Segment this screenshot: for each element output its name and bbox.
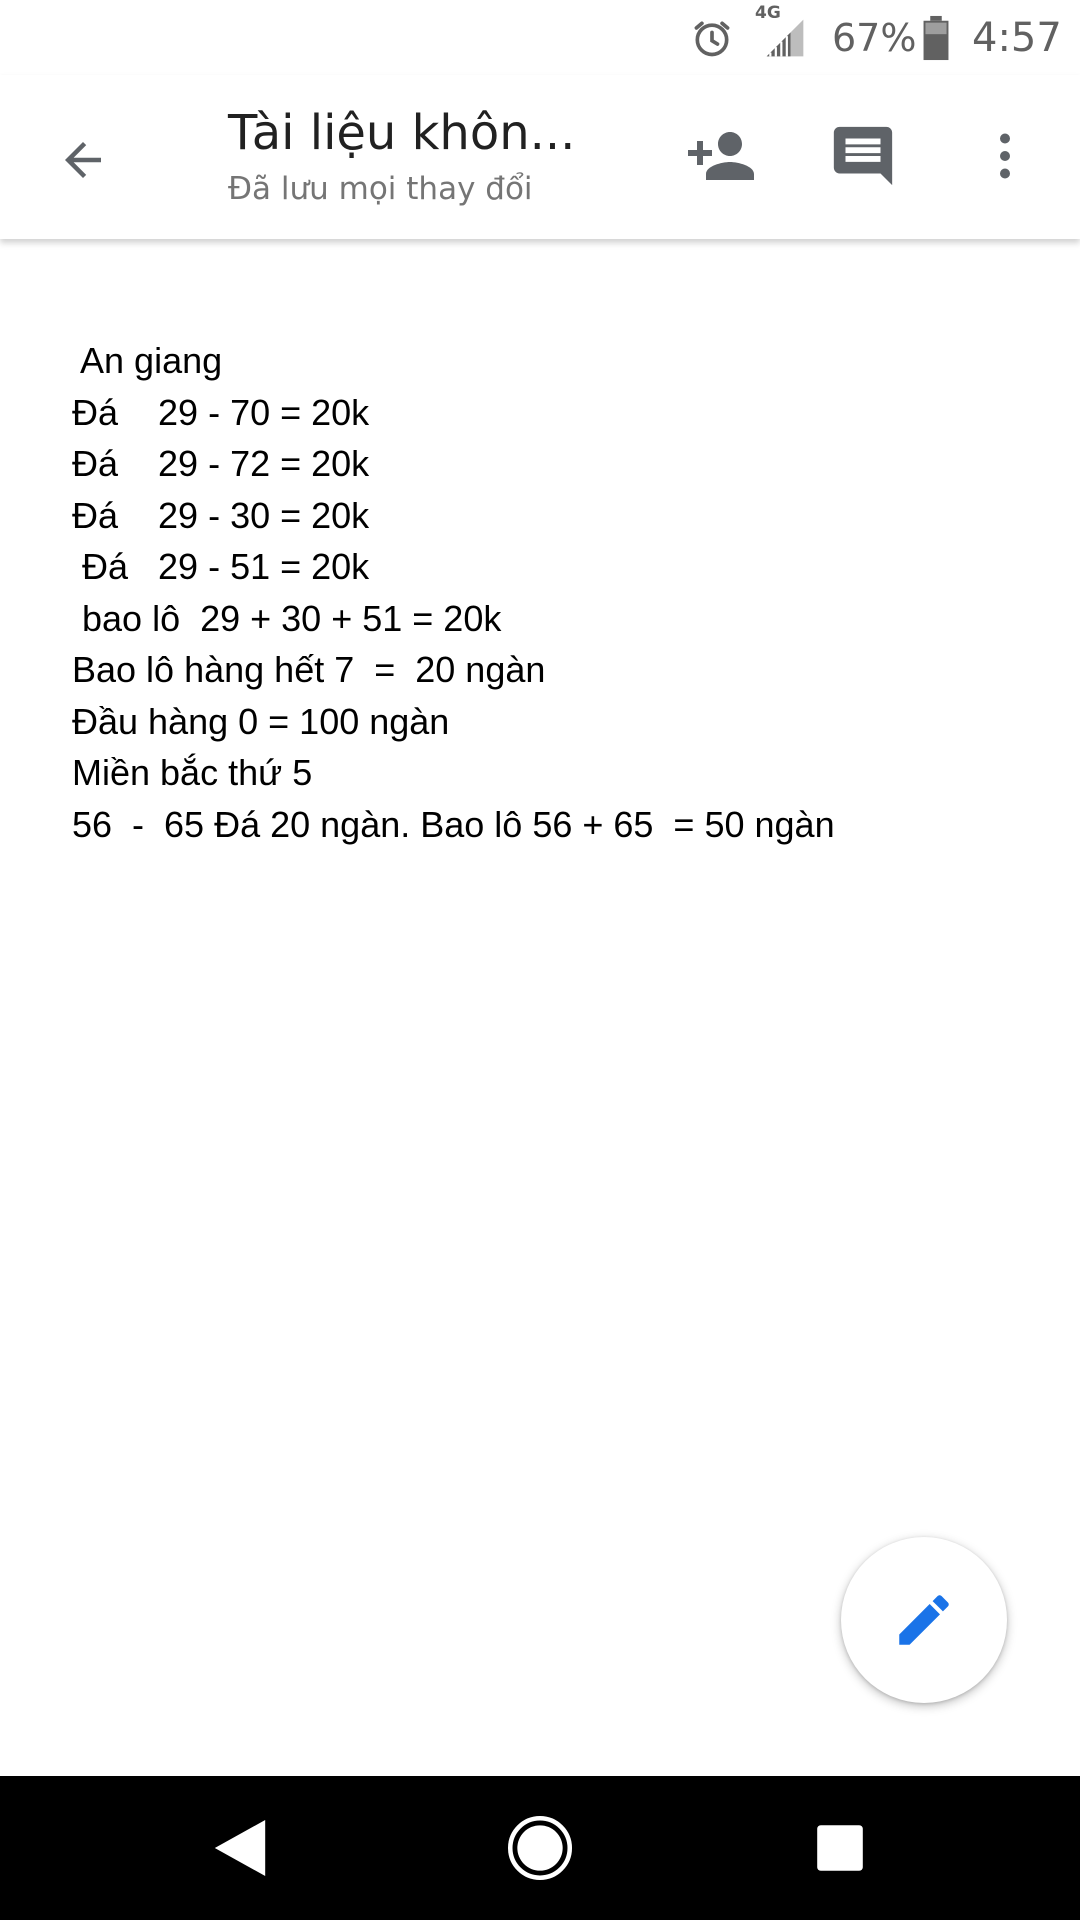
document-line: Đá 29 - 51 = 20k [72,546,370,587]
comment-icon [828,121,898,191]
document-line: bao lô 29 + 30 + 51 = 20k [72,597,502,639]
edit-pencil-icon [891,1587,957,1653]
clock: 4:57 [972,14,1062,61]
document-title: Tài liệu khôn... [228,105,576,161]
save-status: Đã lưu mọi thay đổi [228,171,533,207]
battery-percent: 67% [832,15,917,60]
nav-home-icon [506,1814,574,1882]
more-vert-icon [975,126,1035,186]
comment-button[interactable] [818,111,908,201]
battery-icon [922,0,952,75]
app-bar [0,75,1080,239]
title-block[interactable] [228,103,628,211]
document-line: Đá 29 - 30 = 20k [72,494,370,536]
document-line: An giang [72,340,223,381]
nav-recents-icon [816,1824,864,1872]
document-line: Đầu hàng 0 = 100 ngàn [72,700,450,742]
signal-icon [762,0,810,75]
network-type-label: 4G [755,3,781,23]
document-line: 56 - 65 Đá 20 ngàn. Bao lô 56 + 65 = 50 ngàn [72,803,835,845]
share-button[interactable] [676,111,766,201]
nav-back-icon [212,1817,268,1879]
edit-fab-button[interactable] [841,1537,1007,1703]
document-line: Miền bắc thứ 5 [72,752,313,793]
status-bar [0,0,1080,75]
document-line: Đá 29 - 70 = 20k [72,391,370,433]
navigation-bar [0,1776,1080,1920]
person-add-icon [685,120,757,192]
document-body[interactable] [72,335,1022,850]
alarm-icon [690,0,740,75]
back-button[interactable] [38,115,128,205]
nav-back-button[interactable] [170,1776,310,1920]
arrow-back-icon [56,133,110,187]
document-line: Bao lô hàng hết 7 = 20 ngàn [72,649,546,690]
nav-home-button[interactable] [470,1776,610,1920]
nav-recents-button[interactable] [770,1776,910,1920]
more-options-button[interactable] [960,111,1050,201]
document-line: Đá 29 - 72 = 20k [72,443,370,484]
